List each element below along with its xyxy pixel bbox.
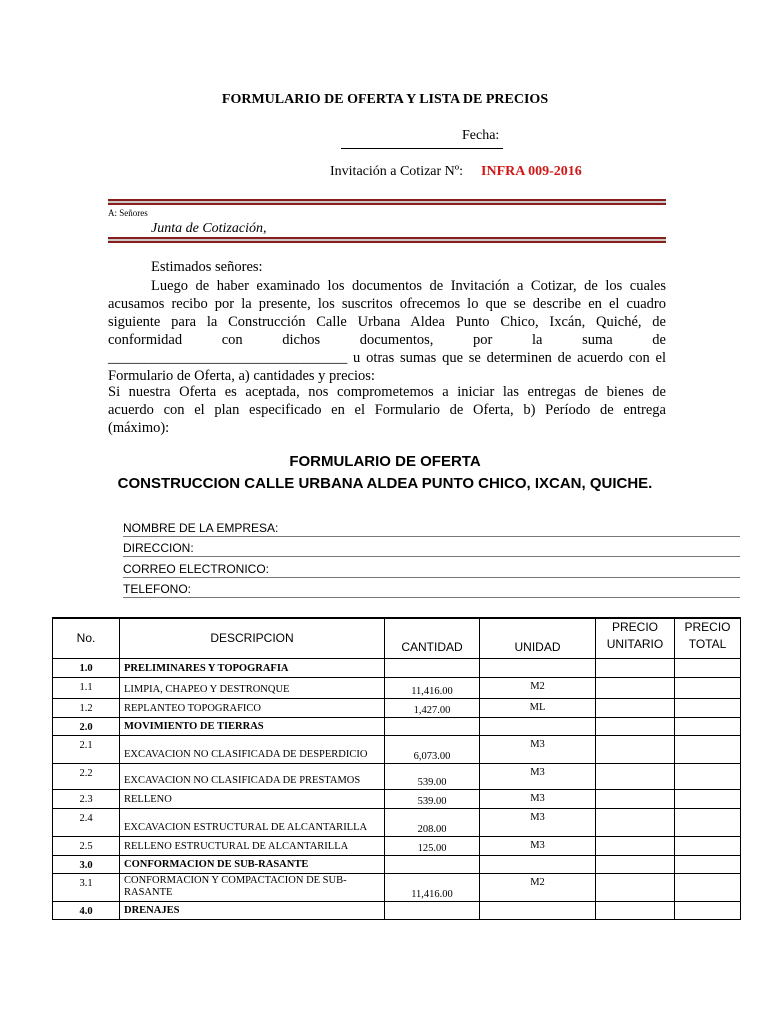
cell-cantidad: 208.00 (385, 808, 480, 836)
letter-line: Luego de haber examinado los documentos de Invitación a Cotizar, de los cuales (151, 278, 666, 294)
table-row (53, 873, 741, 901)
cell-no: 1.2 (53, 698, 120, 717)
field-nombre-empresa[interactable]: NOMBRE DE LA EMPRESA: (123, 517, 740, 537)
header-cantidad: CANTIDAD (385, 618, 480, 658)
cell-precio-total (675, 855, 741, 873)
cell-descripcion: EXCAVACION ESTRUCTURAL DE ALCANTARILLA (120, 808, 385, 836)
letter-paragraph-2 (108, 383, 666, 437)
letter-line: acuerdo con el plan especificado en el Formulario de Oferta, b) Período de entrega (108, 402, 666, 418)
greeting: Estimados señores: (151, 259, 263, 275)
cell-no: 2.5 (53, 836, 120, 855)
letter-line: acusamos recibo por la presente, los suscritos ofrecemos lo que se describe en el cuadro (108, 296, 666, 312)
cell-precio-total (675, 658, 741, 677)
letter-line: Si nuestra Oferta es aceptada, nos comprometemos a iniciar las entregas de bienes de (108, 384, 666, 400)
letter-line: conformidad con dichos documentos, por la suma de (108, 332, 666, 348)
cell-precio-unitario (596, 658, 675, 677)
letter-line: (máximo): (108, 420, 170, 436)
header-descripcion: DESCRIPCION (120, 618, 385, 658)
section-row (53, 901, 741, 919)
price-table (52, 617, 741, 920)
cell-unidad: M2 (480, 873, 596, 901)
letter-line: _________________________________ u otras sumas que se determinen de acuerdo con el (108, 350, 666, 366)
fecha-label: Fecha: (462, 128, 500, 143)
document-title: FORMULARIO DE OFERTA Y LISTA DE PRECIOS (221, 92, 549, 107)
cell-unidad (480, 717, 596, 735)
section-row (53, 658, 741, 677)
cell-cantidad: 1,427.00 (385, 698, 480, 717)
cell-unidad (480, 855, 596, 873)
cell-cantidad: 539.00 (385, 789, 480, 808)
cell-descripcion: EXCAVACION NO CLASIFICADA DE DESPERDICIO (120, 735, 385, 763)
field-direccion[interactable]: DIRECCION: (123, 537, 740, 557)
cell-precio-total (675, 717, 741, 735)
cell-no: 4.0 (53, 901, 120, 919)
cell-descripcion: CONFORMACION Y COMPACTACION DE SUB-RASANTE (120, 873, 385, 901)
cell-no: 2.3 (53, 789, 120, 808)
cell-descripcion: DRENAJES (120, 901, 385, 919)
separator-bottom (108, 237, 666, 243)
letter-line: Formulario de Oferta, a) cantidades y precios: (108, 368, 375, 384)
cell-no: 3.1 (53, 873, 120, 901)
header-no: No. (53, 618, 120, 658)
cell-precio-unitario (596, 735, 675, 763)
cell-descripcion: LIMPIA, CHAPEO Y DESTRONQUE (120, 677, 385, 698)
cell-unidad: ML (480, 698, 596, 717)
cell-no: 2.0 (53, 717, 120, 735)
separator-top (108, 199, 666, 205)
cell-precio-total (675, 698, 741, 717)
cell-cantidad: 539.00 (385, 763, 480, 789)
cell-descripcion: RELLENO ESTRUCTURAL DE ALCANTARILLA (120, 836, 385, 855)
cell-precio-total (675, 836, 741, 855)
cell-cantidad (385, 717, 480, 735)
fecha-blank-line (341, 148, 503, 149)
invitacion-line (330, 164, 582, 180)
cell-unidad: M3 (480, 789, 596, 808)
table-row (53, 808, 741, 836)
cell-precio-unitario (596, 677, 675, 698)
header-precio-total: PRECIO TOTAL (675, 618, 741, 658)
invitacion-code: INFRA 009-2016 (481, 164, 582, 179)
form-subtitle: CONSTRUCCION CALLE URBANA ALDEA PUNTO CHICO, IXCAN, QUICHE. (117, 475, 653, 492)
section-row (53, 855, 741, 873)
cell-unidad (480, 901, 596, 919)
cell-cantidad: 125.00 (385, 836, 480, 855)
table-row (53, 698, 741, 717)
cell-cantidad: 11,416.00 (385, 873, 480, 901)
cell-precio-unitario (596, 873, 675, 901)
table-row (53, 836, 741, 855)
field-telefono[interactable]: TELEFONO: (123, 578, 740, 598)
cell-no: 1.0 (53, 658, 120, 677)
cell-precio-total (675, 873, 741, 901)
cell-cantidad: 6,073.00 (385, 735, 480, 763)
cell-precio-total (675, 808, 741, 836)
invitacion-label: Invitación a Cotizar Nº: (330, 164, 464, 179)
cell-no: 2.1 (53, 735, 120, 763)
cell-no: 3.0 (53, 855, 120, 873)
cell-no: 2.4 (53, 808, 120, 836)
letter-line: siguiente para la Construcción Calle Urbana Aldea Punto Chico, Ixcán, Quiché, de (108, 314, 666, 330)
cell-unidad: M2 (480, 677, 596, 698)
form-title: FORMULARIO DE OFERTA (289, 453, 481, 470)
cell-precio-total (675, 901, 741, 919)
cell-precio-unitario (596, 836, 675, 855)
cell-precio-total (675, 735, 741, 763)
table-row (53, 735, 741, 763)
cell-descripcion: RELLENO (120, 789, 385, 808)
cell-precio-unitario (596, 698, 675, 717)
cell-precio-total (675, 789, 741, 808)
cell-descripcion: REPLANTEO TOPOGRAFICO (120, 698, 385, 717)
cell-no: 2.2 (53, 763, 120, 789)
cell-descripcion: MOVIMIENTO DE TIERRAS (120, 717, 385, 735)
cell-precio-unitario (596, 808, 675, 836)
cell-cantidad: 11,416.00 (385, 677, 480, 698)
header-unidad: UNIDAD (480, 618, 596, 658)
cell-precio-unitario (596, 717, 675, 735)
cell-precio-total (675, 763, 741, 789)
cell-precio-unitario (596, 901, 675, 919)
cell-unidad: M3 (480, 735, 596, 763)
cell-precio-unitario (596, 855, 675, 873)
a-senores-label: A: Señores (108, 208, 148, 218)
field-correo[interactable]: CORREO ELECTRONICO: (123, 558, 740, 578)
cell-precio-total (675, 677, 741, 698)
table-row (53, 789, 741, 808)
cell-cantidad (385, 901, 480, 919)
cell-cantidad (385, 855, 480, 873)
cell-unidad: M3 (480, 763, 596, 789)
cell-unidad: M3 (480, 808, 596, 836)
letter-paragraph-1 (108, 277, 666, 385)
cell-descripcion: PRELIMINARES Y TOPOGRAFIA (120, 658, 385, 677)
cell-descripcion: EXCAVACION NO CLASIFICADA DE PRESTAMOS (120, 763, 385, 789)
cell-precio-unitario (596, 763, 675, 789)
cell-descripcion: CONFORMACION DE SUB-RASANTE (120, 855, 385, 873)
cell-cantidad (385, 658, 480, 677)
table-row (53, 677, 741, 698)
section-row (53, 717, 741, 735)
table-row (53, 763, 741, 789)
cell-no: 1.1 (53, 677, 120, 698)
header-precio-unitario: PRECIO UNITARIO (596, 618, 675, 658)
cell-precio-unitario (596, 789, 675, 808)
cell-unidad: M3 (480, 836, 596, 855)
cell-unidad (480, 658, 596, 677)
junta-cotizacion: Junta de Cotización, (151, 221, 267, 236)
